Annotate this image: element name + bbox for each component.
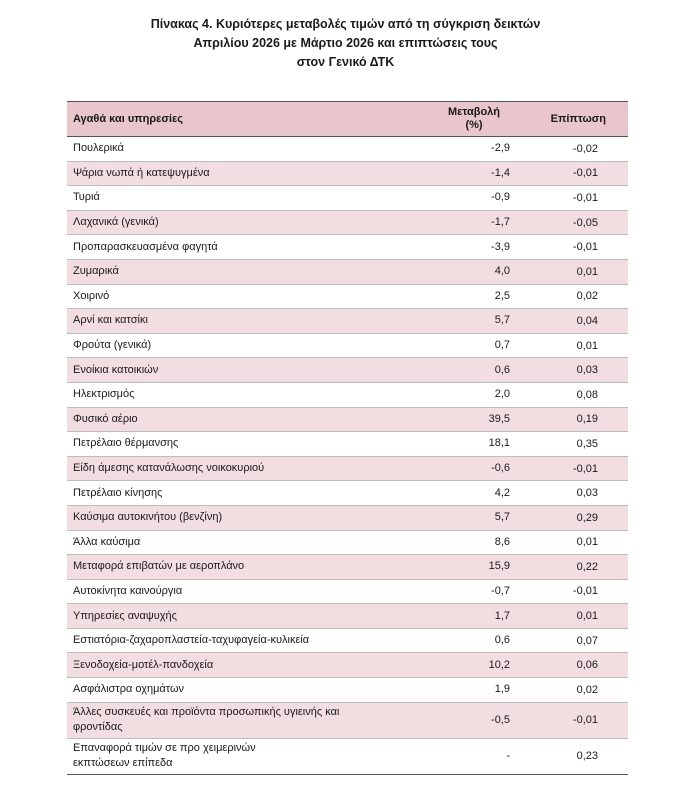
row-impact: 0,06	[576, 659, 598, 672]
price-changes-table	[67, 101, 628, 775]
row-name-line2: εκπτώσεων επίπεδα	[73, 757, 173, 770]
row-change: -0,7	[491, 584, 510, 597]
row-impact: 0,01	[576, 265, 598, 278]
row-name: Ξενοδοχεία-μοτέλ-πανδοχεία	[73, 658, 214, 671]
table-title	[0, 15, 691, 72]
row-name-line1: Επαναφορά τιμών σε προ χειμερινών	[73, 742, 256, 755]
table-row	[67, 285, 628, 310]
table-row	[67, 604, 628, 629]
table-row	[67, 408, 628, 433]
row-name: Άλλα καύσιμα	[73, 535, 141, 548]
row-change: -0,6	[491, 462, 510, 475]
row-change: -1,7	[491, 216, 510, 229]
row-name: Πετρέλαιο κίνησης	[73, 486, 163, 499]
row-change: -2,9	[491, 142, 510, 155]
row-name-line1: Άλλες συσκευές και προϊόντα προσωπικής υγιεινής και	[73, 706, 340, 719]
row-impact: -0,05	[572, 216, 598, 229]
header-change-line1: Μεταβολή	[447, 106, 501, 118]
header-goods: Αγαθά και υπηρεσίες	[73, 112, 183, 125]
row-change: 5,7	[494, 314, 510, 327]
row-impact: -0,01	[572, 462, 598, 475]
table-row	[67, 137, 628, 162]
row-impact: 0,01	[576, 339, 598, 352]
row-name-line2: φροντίδας	[73, 721, 123, 734]
table-row	[67, 309, 628, 334]
row-change: -	[506, 749, 510, 762]
row-change: 0,7	[494, 339, 510, 352]
row-name: Ψάρια νωπά ή κατεψυγμένα	[73, 166, 210, 179]
row-impact: 0,04	[576, 314, 598, 327]
row-impact: 0,35	[576, 437, 598, 450]
table-row	[67, 186, 628, 211]
row-name: Φρούτα (γενικά)	[73, 339, 152, 352]
table-header	[67, 102, 628, 137]
row-change: 4,2	[494, 486, 510, 499]
row-impact: 0,02	[576, 290, 598, 303]
row-change: 39,5	[488, 412, 510, 425]
row-name: Τυριά	[73, 191, 100, 204]
table-row	[67, 260, 628, 285]
table-row	[67, 334, 628, 359]
table-row	[67, 358, 628, 383]
table-row	[67, 162, 628, 187]
header-change	[418, 106, 510, 132]
header-impact: Επίπτωση	[550, 113, 606, 125]
row-change: 15,9	[488, 560, 510, 573]
table-row	[67, 432, 628, 457]
row-name: Πετρέλαιο θέρμανσης	[73, 437, 179, 450]
row-change: 5,7	[494, 511, 510, 524]
table-row	[67, 457, 628, 482]
row-name: Ενοίκια κατοικιών	[73, 363, 159, 376]
row-impact: 0,02	[576, 683, 598, 696]
row-name: Φυσικό αέριο	[73, 412, 138, 425]
row-name: Αυτοκίνητα καινούργια	[73, 584, 183, 597]
row-impact: -0,01	[572, 191, 598, 204]
row-impact: 0,03	[576, 487, 598, 500]
table-row	[67, 235, 628, 260]
row-change: -0,5	[491, 713, 510, 726]
table-row	[67, 211, 628, 236]
row-impact: 0,19	[576, 413, 598, 426]
row-name: Πουλερικά	[73, 142, 124, 155]
row-impact: 0,01	[576, 610, 598, 623]
row-name: Ζυμαρικά	[73, 265, 119, 278]
row-impact: 0,08	[576, 388, 598, 401]
row-impact: -0,01	[572, 585, 598, 598]
row-name: Υπηρεσίες αναψυχής	[73, 609, 177, 622]
row-impact: -0,01	[572, 714, 598, 727]
row-change: -1,4	[491, 166, 510, 179]
row-impact: 0,03	[576, 364, 598, 377]
row-name: Μεταφορά επιβατών με αεροπλάνο	[73, 560, 245, 573]
table-row	[67, 653, 628, 678]
row-name: Είδη άμεσης κατανάλωσης νοικοκυριού	[73, 462, 265, 475]
table-row	[67, 703, 628, 739]
row-impact: -0,01	[572, 167, 598, 180]
row-change: 8,6	[494, 535, 510, 548]
title-line-3: στον Γενικό ΔΤΚ	[296, 55, 395, 69]
row-change: 1,9	[494, 683, 510, 696]
row-name: Αρνί και κατσίκι	[73, 314, 148, 327]
table-row	[67, 506, 628, 531]
title-line-1: Πίνακας 4. Κυριότερες μεταβολές τιμών από τη σύγκριση δεικτών	[150, 17, 541, 31]
row-impact: 0,29	[576, 511, 598, 524]
table-row	[67, 629, 628, 654]
table-row	[67, 739, 628, 774]
row-change: -0,9	[491, 191, 510, 204]
row-name: Λαχανικά (γενικά)	[73, 216, 159, 229]
row-change: 0,6	[494, 363, 510, 376]
row-impact: 0,01	[576, 536, 598, 549]
row-impact: 0,07	[576, 634, 598, 647]
row-impact: -0,02	[572, 142, 598, 155]
row-change: 18,1	[488, 437, 510, 450]
row-change: 0,6	[494, 634, 510, 647]
row-name: Ηλεκτρισμός	[73, 388, 135, 401]
title-line-2: Απριλίου 2026 με Μάρτιο 2026 και επιπτώσεις τους	[193, 36, 498, 50]
row-change: 4,0	[494, 265, 510, 278]
row-change: 1,7	[494, 609, 510, 622]
header-change-line2: (%)	[465, 119, 483, 131]
row-name: Εστιατόρια-ζαχαροπλαστεία-ταχυφαγεία-κυλικεία	[73, 634, 310, 647]
table-row	[67, 531, 628, 556]
row-change: 2,5	[494, 289, 510, 302]
table-row	[67, 383, 628, 408]
row-name: Χοιρινό	[73, 289, 110, 302]
row-name: Ασφάλιστρα οχημάτων	[73, 683, 185, 696]
table-row	[67, 555, 628, 580]
table-row	[67, 580, 628, 605]
row-impact: 0,23	[576, 750, 598, 763]
row-change: 2,0	[494, 388, 510, 401]
row-name	[67, 741, 418, 771]
table-row	[67, 481, 628, 506]
row-impact: 0,22	[576, 560, 598, 573]
row-name: Προπαρασκευασμένα φαγητά	[73, 240, 218, 253]
table-row	[67, 678, 628, 703]
row-name: Καύσιμα αυτοκινήτου (βενζίνη)	[73, 511, 223, 524]
row-change: -3,9	[491, 240, 510, 253]
row-name	[67, 705, 418, 735]
row-impact: -0,01	[572, 241, 598, 254]
row-change: 10,2	[488, 658, 510, 671]
